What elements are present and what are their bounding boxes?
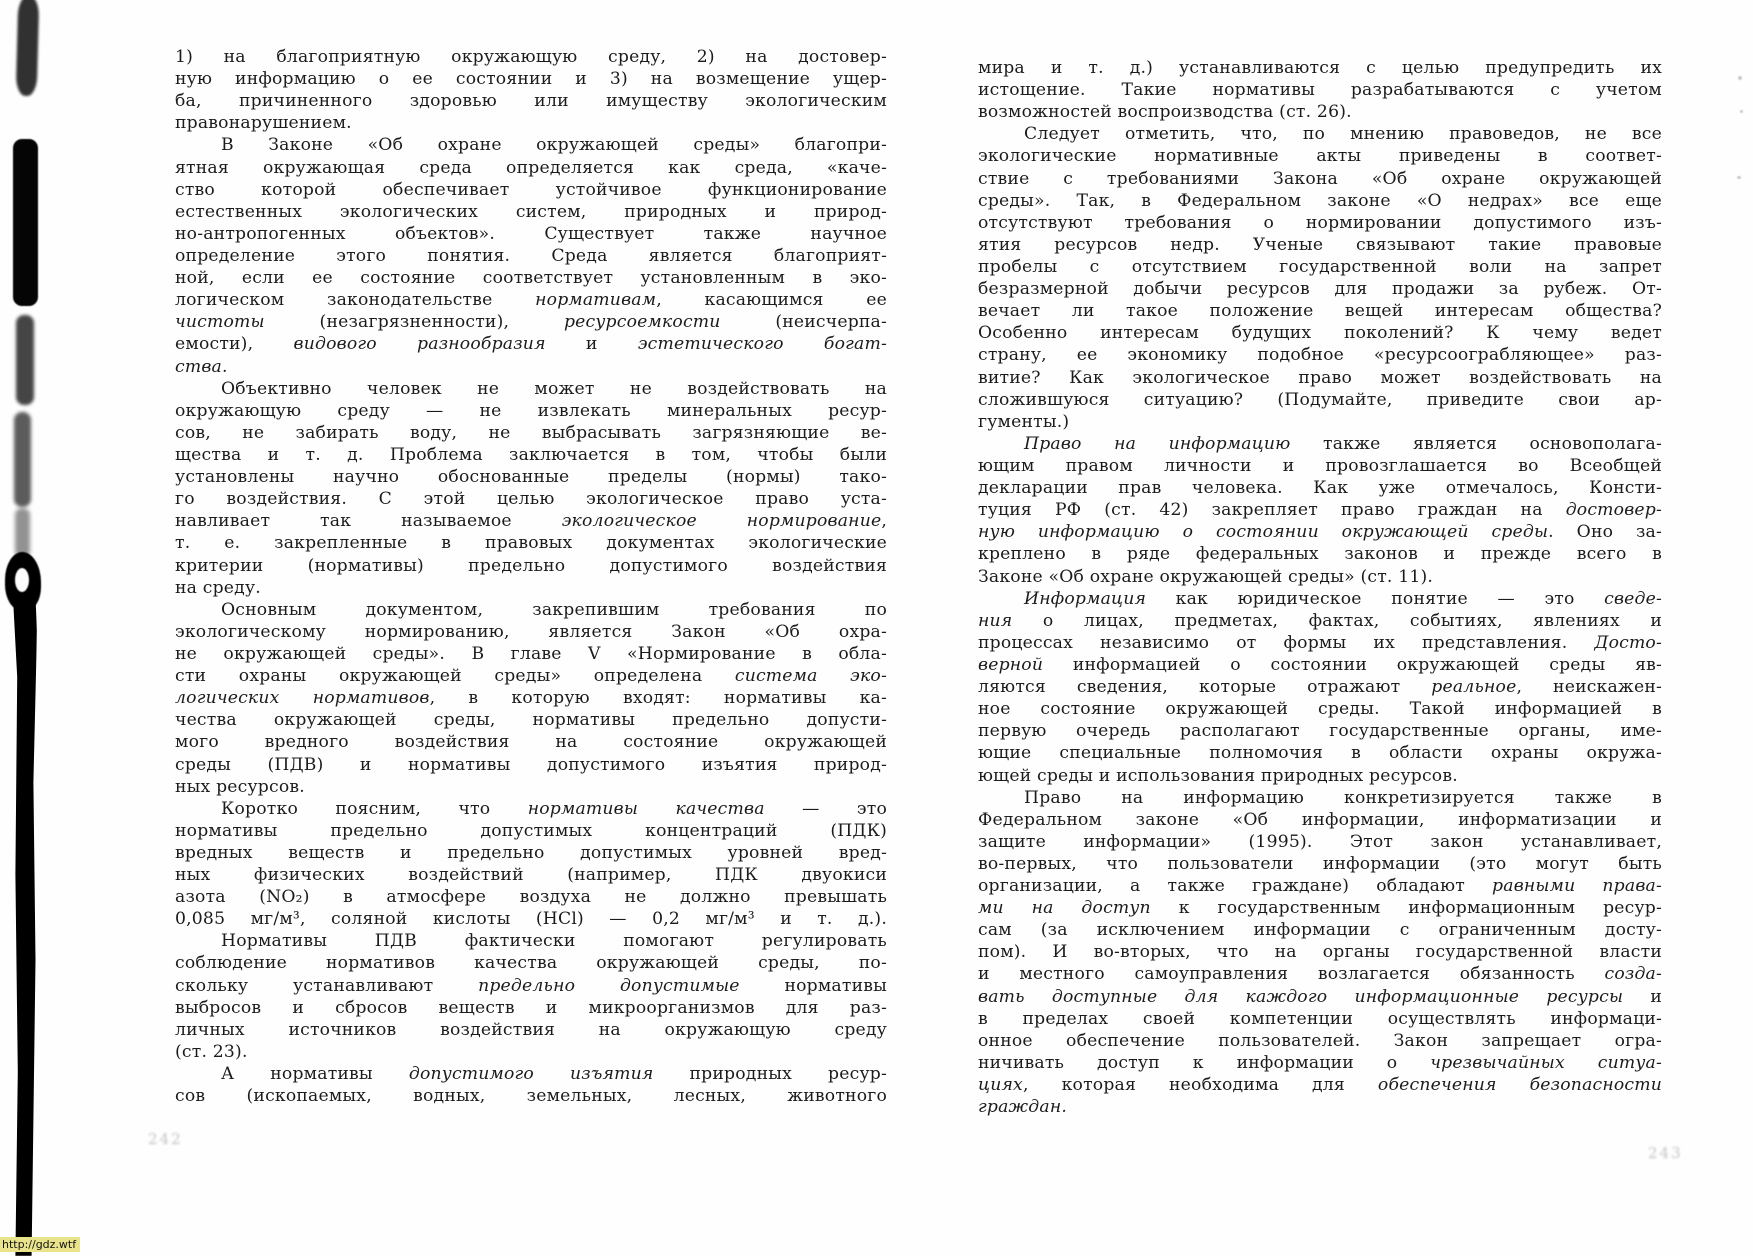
text-line: мого вредного воздействия на состояние окружающей (175, 732, 887, 753)
text-line: емости), видового разнообразия и эстетического богат- (175, 334, 887, 355)
text-line: ства. (175, 356, 228, 377)
text-line: ятия ресурсов недр. Ученые связывают такие правовые (978, 234, 1662, 255)
text-line: сти охраны окружающей среды» определена система эко- (175, 666, 887, 687)
binding-smudge (16, 0, 40, 96)
text-line: ничивать доступ к информации о чрезвычайных ситуа- (978, 1052, 1662, 1073)
text-line: граждан. (978, 1097, 1067, 1118)
text-line: определение этого понятия. Среда является благоприят- (175, 245, 887, 266)
text-line: креплено в ряде федеральных законов и прежде всего в (978, 544, 1662, 565)
text-line: пробелы с отсутствием государственной воли на запрет (978, 256, 1662, 277)
binding-smudge (14, 412, 31, 507)
text-line: гументы.) (978, 411, 1070, 432)
right-page-text-column (978, 57, 1662, 1118)
text-line: защите информации» (1995). Этот закон устанавливает, (978, 831, 1662, 852)
text-line: не окружающей среды». В главе V «Нормирование в обла- (175, 643, 887, 664)
text-line: установлены научно обоснованные пределы (нормы) тако- (175, 467, 887, 488)
text-line: ющей среды и использования природных ресурсов. (978, 765, 1458, 786)
text-line: экологические нормативные акты приведены в соответ- (978, 146, 1662, 167)
text-line: вечает ли такое положение вещей интересам общества? (978, 301, 1662, 322)
text-line: отсутствуют требования о нормировании допустимого изъ- (978, 212, 1662, 233)
text-line: (ст. 23). (175, 1041, 248, 1062)
text-line: чистоты (незагрязненности), ресурсоемкости (неисчерпа- (175, 312, 887, 333)
scan-speck (1738, 76, 1742, 80)
text-line: Особенно интересам будущих поколений? К чему ведет (978, 323, 1662, 344)
text-line: скольку устанавливают предельно допустимые нормативы (175, 975, 887, 996)
text-line: чества окружающей среды, нормативы предельно допусти- (175, 710, 887, 731)
text-line: туция РФ (ст. 42) закрепляет право граждан на достовер- (978, 500, 1662, 521)
binding-smudge (7, 598, 37, 1256)
text-line: сложившуюся ситуацию? (Подумайте, приведите свои ар- (978, 389, 1662, 410)
text-line: сов, не забирать воду, не выбрасывать загрязняющие ве- (175, 422, 887, 443)
text-line: сам (за исключением информации с ограниченным досту- (978, 920, 1662, 941)
text-line: страну, ее экономику подобное «ресурсоограбляющее» раз- (978, 345, 1662, 366)
text-line: навливает так называемое экологическое нормирование, (175, 511, 887, 532)
text-line: вредных веществ и предельно допустимых уровней вред- (175, 842, 887, 863)
text-line: Информация как юридическое понятие — это сведе- (1024, 588, 1662, 609)
text-line: среды». Так, в Федеральном законе «О недрах» все еще (978, 190, 1662, 211)
text-line: но-антропогенных объектов». Существует также научное (175, 223, 887, 244)
text-line: соблюдение нормативов качества окружающей среды, по- (175, 953, 887, 974)
text-line: ляются сведения, которые отражают реальное, неискажен- (978, 677, 1662, 698)
text-line: ное состояние окружающей среды. Такой информацией в (978, 699, 1662, 720)
text-line: выбросов и сбросов веществ и микроорганизмов для раз- (175, 997, 887, 1018)
text-line: во-первых, что пользователи информации (это могут быть (978, 853, 1662, 874)
text-line: критерии (нормативы) предельно допустимого воздействия (175, 555, 887, 576)
text-line: ствие с требованиями Закона «Об охране окружающей (978, 168, 1662, 189)
text-line: сов (ископаемых, водных, земельных, лесных, животного (175, 1086, 887, 1107)
text-line: ную информацию о состоянии окружающей среды. Оно за- (978, 522, 1662, 543)
page-number-left: 242 (148, 1130, 183, 1148)
text-line: естественных экологических систем, природных и природ- (175, 201, 887, 222)
text-line: логическом законодательстве нормативам, касающимся ее (175, 290, 887, 311)
text-line: среды (ПДВ) и нормативы допустимого изъятия природ- (175, 754, 887, 775)
binding-smudge (16, 315, 34, 405)
text-line: Законе «Об охране окружающей среды» (ст. 11). (978, 566, 1434, 587)
text-line: Основным документом, закрепившим требования по (221, 599, 887, 620)
text-line: ятная окружающая среда определяется как среда, «каче- (175, 157, 887, 178)
text-line: первую очередь располагают государственные органы, име- (978, 721, 1662, 742)
text-line: нормативы предельно допустимых концентраций (ПДК) (175, 820, 887, 841)
text-line: ных физических воздействий (например, ПДК двуокиси (175, 865, 887, 886)
watermark-badge: http://gdz.wtf (0, 1237, 80, 1252)
scan-speck (1740, 110, 1743, 113)
text-line: 0,085 мг/м³, соляной кислоты (HCl) — 0,2 мг/м³ и т. д.). (175, 909, 887, 930)
text-line: Коротко поясним, что нормативы качества — это (221, 798, 887, 819)
text-line: верной информацией о состоянии окружающей среды яв- (978, 654, 1662, 675)
page-number-right: 243 (1648, 1144, 1683, 1162)
text-line: ми на доступ к государственным информационным ресур- (978, 898, 1662, 919)
text-line: процессах независимо от формы их представления. Досто- (978, 632, 1662, 653)
text-line: В Законе «Об охране окружающей среды» благопри- (221, 135, 887, 156)
text-line: организации, а также граждане) обладают равными права- (978, 876, 1662, 897)
text-line: и местного самоуправления возлагается обязанность созда- (978, 964, 1662, 985)
text-line: ющие специальные полномочия в области охраны окружа- (978, 743, 1662, 764)
text-line: личных источников воздействия на окружающую среду (175, 1019, 887, 1040)
text-line: Объективно человек не может не воздействовать на (221, 378, 887, 399)
text-line: циях, которая необходима для обеспечения безопасности (978, 1075, 1662, 1096)
text-line: возможностей воспроизводства (ст. 26). (978, 102, 1352, 123)
text-line: азота (NO₂) в атмосфере воздуха не должно превышать (175, 887, 887, 908)
text-line: Федеральном законе «Об информации, информатизации и (978, 809, 1662, 830)
left-page-text-column (175, 46, 887, 1107)
text-line: 1) на благоприятную окружающую среду, 2) на достовер- (175, 47, 887, 67)
text-line: на среду. (175, 577, 261, 598)
text-line: логических нормативов, в которую входят: нормативы ка- (175, 688, 887, 709)
text-line: витие? Как экологическое право может воздействовать на (978, 367, 1662, 388)
text-line: го воздействия. С этой целью экологическое право уста- (175, 489, 887, 510)
text-line: ной, если ее состояние соответствует установленным в эко- (175, 268, 887, 289)
text-line: Право на информацию также является основополага- (1024, 433, 1662, 454)
text-line: Следует отметить, что, по мнению правоведов, не все (1024, 124, 1662, 145)
text-line: ба, причиненного здоровью или имуществу экологическим (175, 91, 887, 112)
text-line: истощение. Такие нормативы разрабатываются с учетом (978, 80, 1662, 101)
text-line: щества и т. д. Проблема заключается в том, чтобы были (175, 444, 887, 465)
scan-speck (1737, 176, 1741, 179)
text-line: А нормативы допустимого изъятия природных ресур- (221, 1064, 887, 1085)
text-line: ющим правом личности и провозглашается во Всеобщей (978, 455, 1662, 476)
text-line: ния о лицах, предметах, фактах, событиях, явлениях и (978, 610, 1662, 631)
text-line: безразмерной добычи ресурсов для продажи за рубеж. От- (978, 279, 1662, 300)
text-line: экологическому нормированию, является Закон «Об охра- (175, 621, 887, 642)
binding-smudge (15, 508, 30, 558)
binding-smudge (13, 139, 38, 306)
text-line: пом). И во-вторых, что на органы государственной власти (978, 942, 1662, 963)
text-line: ных ресурсов. (175, 776, 305, 797)
text-line: т. е. закрепленные в правовых документах экологические (175, 533, 887, 554)
text-line: вать доступные для каждого информационные ресурсы и (978, 986, 1662, 1007)
text-line: онное обеспечение пользователей. Закон запрещает огра- (978, 1030, 1662, 1051)
text-line: Нормативы ПДВ фактически помогают регулировать (221, 931, 887, 952)
text-line: Право на информацию конкретизируется также в (1024, 787, 1662, 808)
text-line: мира и т. д.) устанавливаются с целью предупредить их (978, 58, 1662, 78)
text-line: в пределах своей компетенции осуществлять информаци- (978, 1008, 1662, 1029)
text-line: окружающую среду — не извлекать минеральных ресур- (175, 400, 887, 421)
text-line: ную информацию о ее состоянии и 3) на возмещение ущер- (175, 69, 887, 90)
binding-smudge-hole (15, 568, 29, 592)
text-line: правонарушением. (175, 113, 352, 134)
text-line: декларации прав человека. Как уже отмечалось, Консти- (978, 478, 1662, 499)
text-line: ство которой обеспечивает устойчивое функционирование (175, 179, 887, 200)
